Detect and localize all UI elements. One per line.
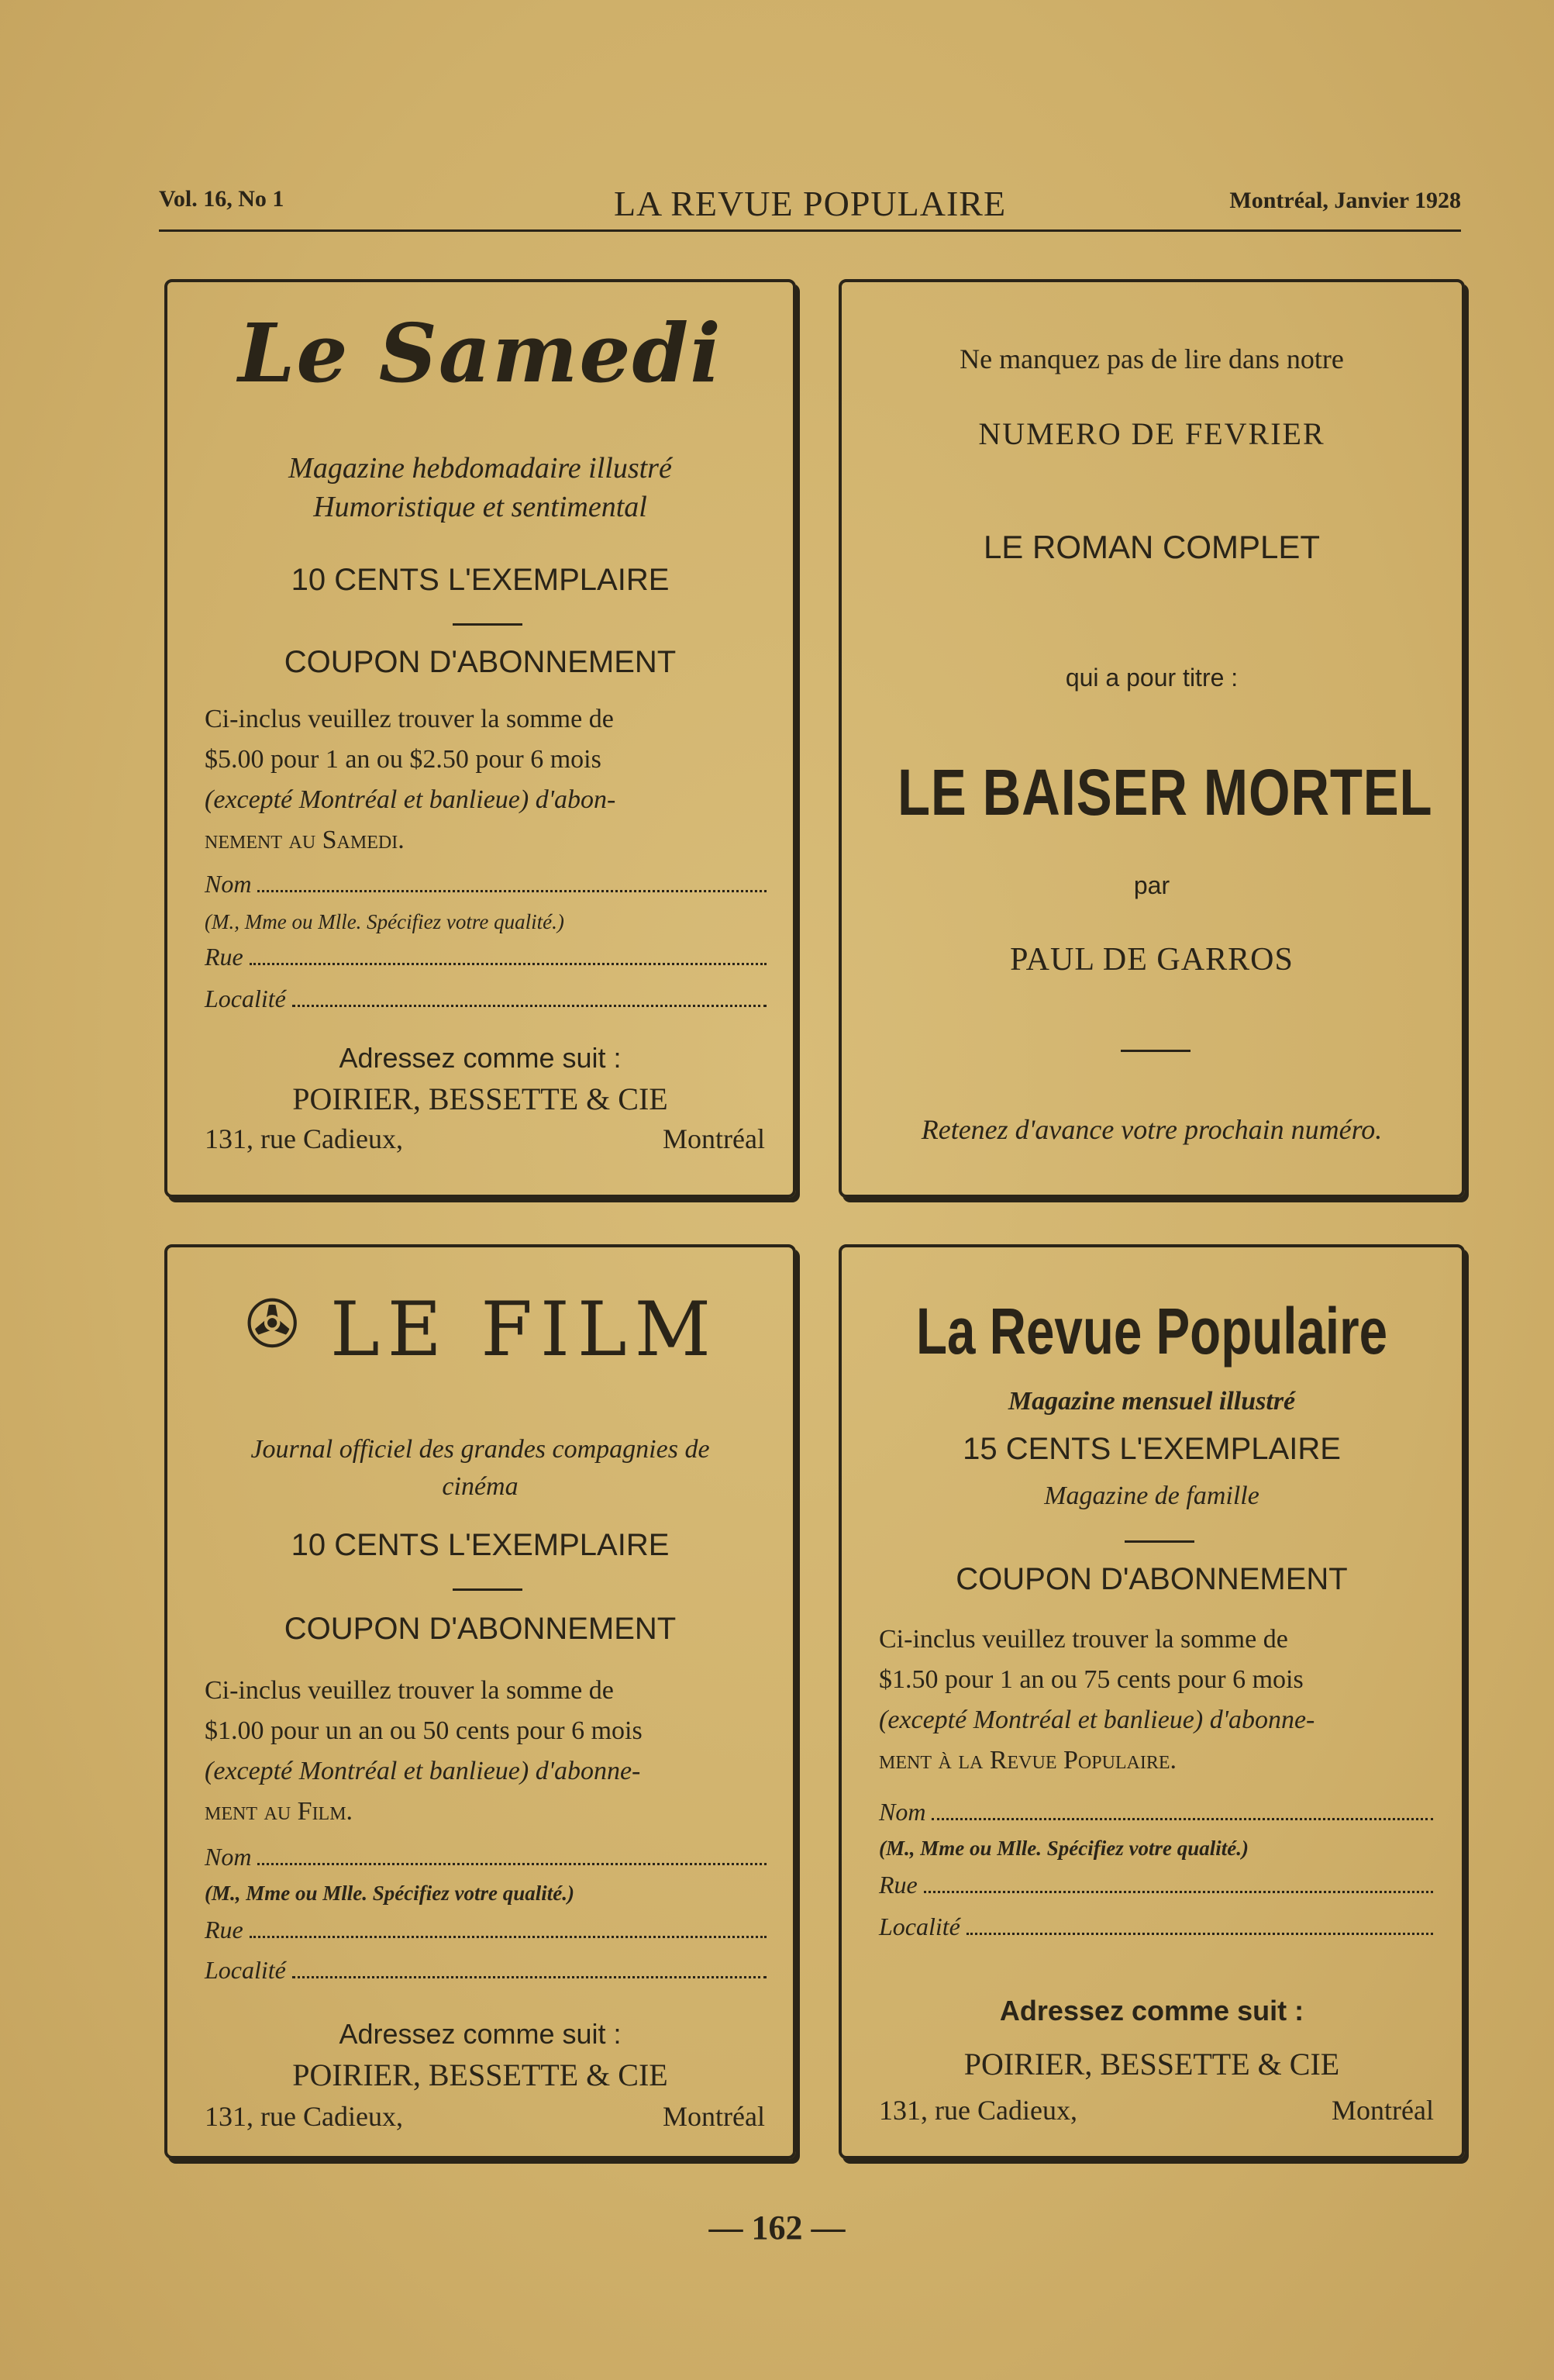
samedi-rue-label: Rue bbox=[205, 943, 243, 971]
film-rue-field[interactable] bbox=[205, 1916, 767, 1944]
samedi-publisher: POIRIER, BESSETTE & CIE bbox=[292, 1081, 668, 1116]
samedi-price: 10 CENTS L'EXEMPLAIRE bbox=[291, 563, 670, 597]
samedi-body-line-1: Ci-inclus veuillez trouver la somme de bbox=[205, 705, 614, 733]
fevrier-novel-title-wrap bbox=[842, 755, 1462, 830]
revue-address-intro: Adressez comme suit : bbox=[999, 1995, 1304, 2026]
film-divider bbox=[453, 1588, 522, 1591]
film-masthead-wrap bbox=[330, 1286, 718, 1373]
revue-subtitle-1: Magazine mensuel illustré bbox=[1008, 1387, 1296, 1416]
revue-localite-field[interactable] bbox=[879, 1913, 1433, 1941]
film-body-line-2: $1.00 pour un an ou 50 cents pour 6 mois bbox=[205, 1716, 643, 1745]
fevrier-by: par bbox=[1133, 871, 1170, 899]
page-header bbox=[159, 183, 1461, 232]
dateline: Montréal, Janvier 1928 bbox=[1229, 188, 1461, 213]
revue-nom-label: Nom bbox=[879, 1798, 926, 1826]
fevrier-divider bbox=[1121, 1050, 1190, 1052]
samedi-subtitle-1: Magazine hebdomadaire illustré bbox=[288, 452, 672, 485]
revue-publisher: POIRIER, BESSETTE & CIE bbox=[963, 2047, 1340, 2082]
film-masthead: LE FILM bbox=[330, 1286, 718, 1373]
film-projector-icon: ✇ bbox=[245, 1289, 300, 1361]
samedi-street: 131, rue Cadieux, bbox=[205, 1123, 403, 1154]
film-body-line-1: Ci-inclus veuillez trouver la somme de bbox=[205, 1676, 614, 1705]
film-localite-label: Localité bbox=[205, 1956, 286, 1984]
samedi-coupon-heading: COUPON D'ABONNEMENT bbox=[284, 645, 677, 679]
fevrier-reminder: Retenez d'avance votre prochain numéro. bbox=[921, 1114, 1383, 1145]
fevrier-novel-title: LE BAISER MORTEL bbox=[898, 756, 1433, 829]
samedi-body-line-2: $5.00 pour 1 an ou $2.50 pour 6 mois bbox=[205, 745, 601, 774]
film-nom-label: Nom bbox=[205, 1843, 252, 1871]
revue-body-line-3: (excepté Montréal et banlieue) d'abonne- bbox=[879, 1706, 1315, 1734]
revue-localite-label: Localité bbox=[879, 1913, 960, 1940]
film-subtitle-1: Journal officiel des grandes compagnies de bbox=[250, 1435, 710, 1464]
film-street: 131, rue Cadieux, bbox=[205, 2101, 403, 2132]
revue-coupon-heading: COUPON D'ABONNEMENT bbox=[956, 1562, 1348, 1596]
film-qualite-note: (M., Mme ou Mlle. Spécifiez votre qualité.) bbox=[205, 1882, 574, 1905]
samedi-masthead: Le Samedi bbox=[238, 305, 722, 401]
fevrier-line-1: Ne manquez pas de lire dans notre bbox=[960, 343, 1344, 374]
revue-street: 131, rue Cadieux, bbox=[879, 2095, 1077, 2126]
fevrier-line-3: LE ROMAN COMPLET bbox=[983, 529, 1321, 565]
samedi-qualite-note: (M., Mme ou Mlle. Spécifiez votre qualité.) bbox=[205, 910, 564, 933]
revue-nom-field[interactable] bbox=[879, 1798, 1433, 1826]
film-publisher: POIRIER, BESSETTE & CIE bbox=[292, 2057, 668, 2092]
revue-city: Montréal bbox=[1332, 2095, 1434, 2126]
samedi-subtitle-2: Humoristique et sentimental bbox=[313, 491, 647, 523]
revue-subtitle-2: Magazine de famille bbox=[1044, 1481, 1259, 1510]
samedi-localite-label: Localité bbox=[205, 985, 286, 1012]
film-nom-field[interactable] bbox=[205, 1843, 767, 1871]
publication-title: LA REVUE POPULAIRE bbox=[613, 184, 1007, 223]
samedi-city: Montréal bbox=[663, 1123, 765, 1154]
samedi-advertisement bbox=[164, 279, 796, 1198]
revue-qualite-note: (M., Mme ou Mlle. Spécifiez votre qualité.) bbox=[879, 1837, 1249, 1860]
revue-rue-label: Rue bbox=[879, 1871, 918, 1899]
fevrier-announcement bbox=[839, 279, 1465, 1198]
revue-body-line-2: $1.50 pour 1 an ou 75 cents pour 6 mois bbox=[879, 1665, 1304, 1694]
fevrier-author: PAUL DE GARROS bbox=[1010, 942, 1294, 978]
page-number: — 162 — bbox=[708, 2209, 846, 2247]
revue-body-line-4: ment à la Revue Populaire. bbox=[879, 1746, 1177, 1775]
film-coupon-heading: COUPON D'ABONNEMENT bbox=[284, 1612, 677, 1646]
samedi-nom-field[interactable] bbox=[205, 870, 767, 899]
fevrier-line-4: qui a pour titre : bbox=[1065, 664, 1239, 692]
revue-divider bbox=[1125, 1540, 1194, 1543]
film-body-line-3: (excepté Montréal et banlieue) d'abonne- bbox=[205, 1757, 641, 1785]
film-rue-label: Rue bbox=[205, 1916, 243, 1944]
film-price: 10 CENTS L'EXEMPLAIRE bbox=[291, 1528, 670, 1562]
samedi-nom-label: Nom bbox=[205, 870, 252, 898]
film-body-line-4: ment au Film. bbox=[205, 1797, 353, 1826]
volume-number: Vol. 16, No 1 bbox=[159, 186, 284, 212]
film-advertisement bbox=[164, 1244, 796, 2159]
revue-advertisement bbox=[839, 1244, 1465, 2159]
samedi-body-line-3: (excepté Montréal et banlieue) d'abon- bbox=[205, 785, 616, 814]
film-localite-field[interactable] bbox=[205, 1956, 767, 1985]
film-city: Montréal bbox=[663, 2101, 765, 2132]
revue-price: 15 CENTS L'EXEMPLAIRE bbox=[963, 1432, 1341, 1466]
revue-masthead-wrap bbox=[842, 1294, 1462, 1369]
fevrier-line-2: NUMERO DE FEVRIER bbox=[978, 416, 1325, 451]
samedi-divider bbox=[453, 623, 522, 626]
revue-masthead: La Revue Populaire bbox=[915, 1295, 1388, 1368]
revue-body-line-1: Ci-inclus veuillez trouver la somme de bbox=[879, 1625, 1288, 1654]
film-address-intro: Adressez comme suit : bbox=[339, 2018, 622, 2050]
samedi-rue-field[interactable] bbox=[205, 943, 767, 971]
samedi-localite-field[interactable] bbox=[205, 985, 767, 1013]
revue-rue-field[interactable] bbox=[879, 1871, 1433, 1899]
samedi-body-line-4: nement au Samedi. bbox=[205, 826, 405, 854]
samedi-address-intro: Adressez comme suit : bbox=[339, 1042, 622, 1074]
film-subtitle-2: cinéma bbox=[442, 1472, 519, 1501]
